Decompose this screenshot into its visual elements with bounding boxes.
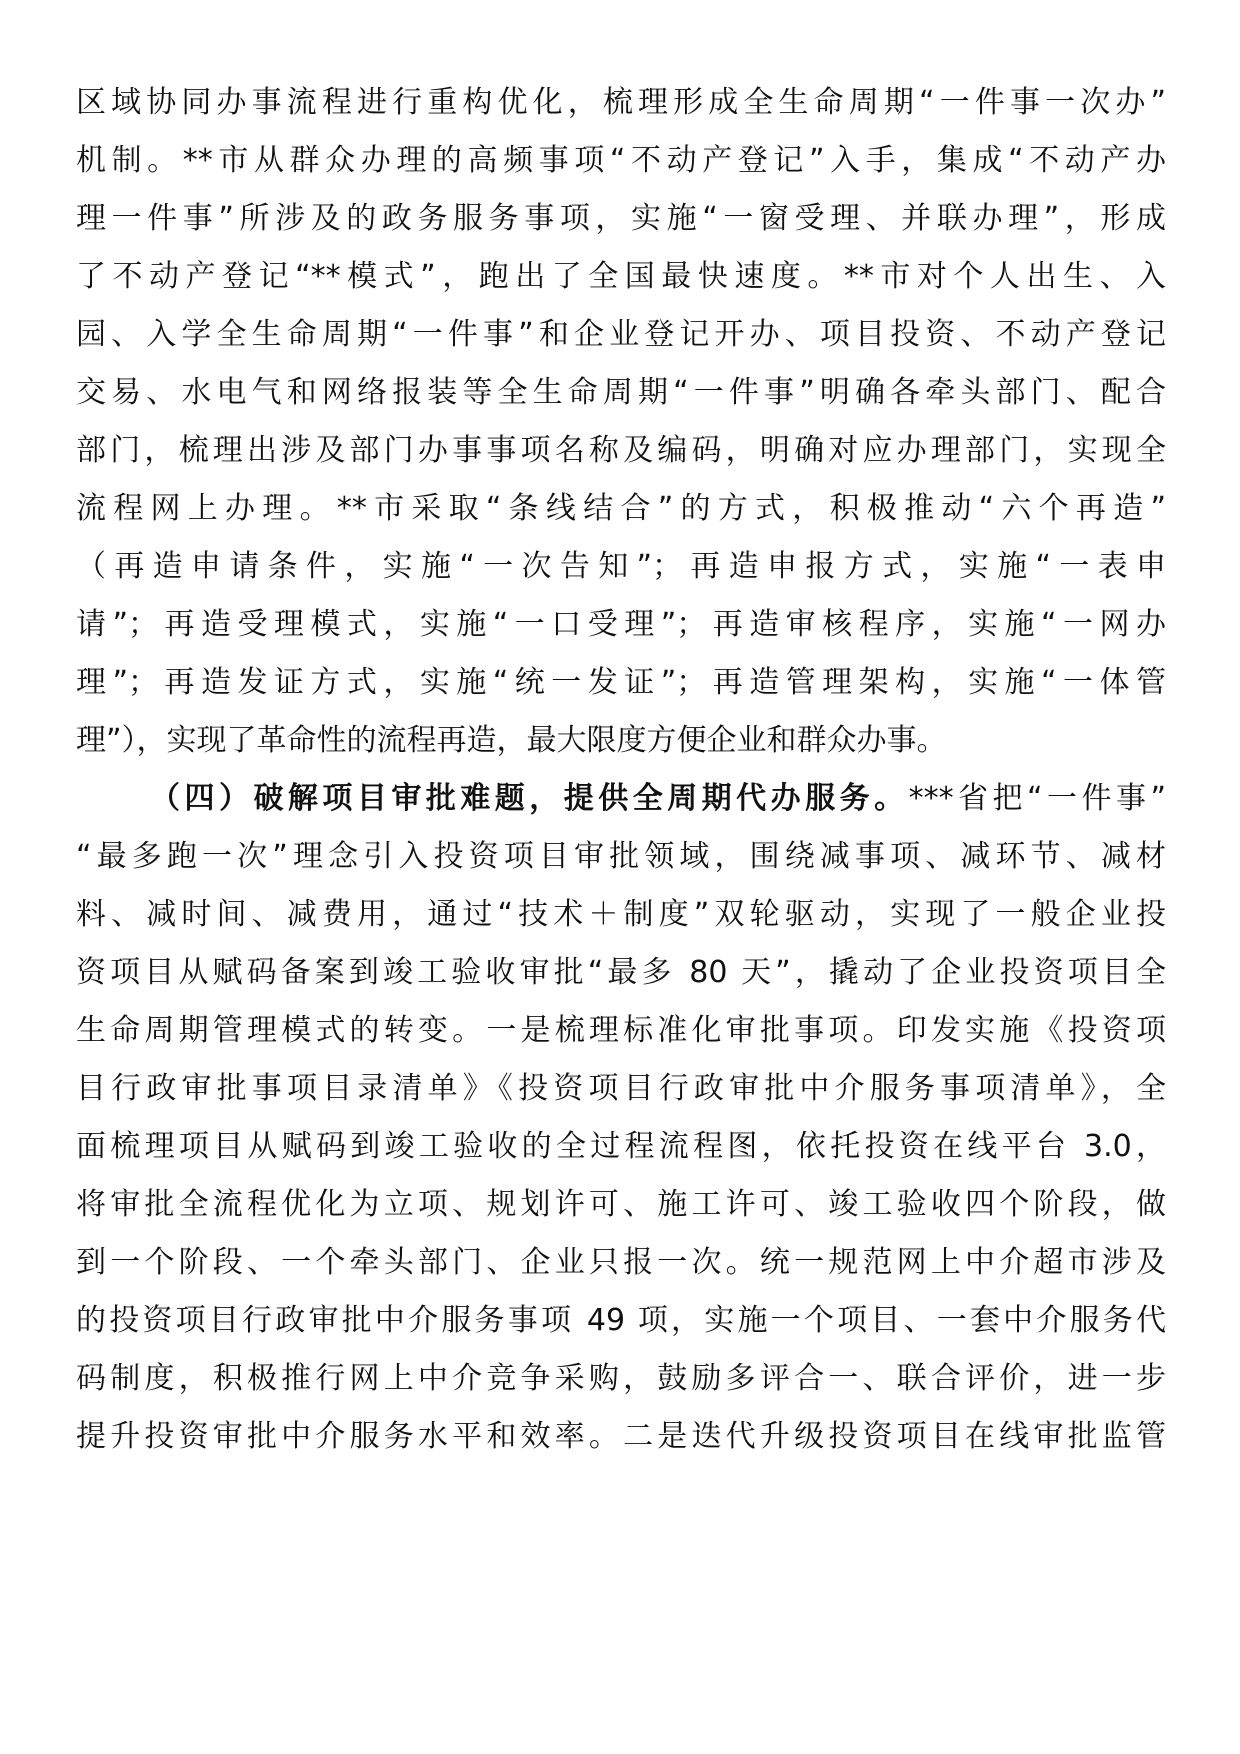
section-heading: （四）破解项目审批难题，提供全周期代办服务。 (150, 781, 909, 816)
paragraph-line: 理”），实现了革命性的流程再造，最大限度方便企业和群众办事。 (76, 723, 947, 758)
paragraph-line: 的投资项目行政审批中介服务事项 49 项，实施一个项目、一套中介服务代 (76, 1303, 1166, 1338)
paragraph-line: 部门，梳理出涉及部门办事事项名称及编码，明确对应办理部门，实现全 (76, 433, 1166, 468)
paragraph-line: 机制。**市从群众办理的高频事项“不动产登记”入手，集成“不动产办 (76, 143, 1166, 178)
paragraph-line: 区域协同办事流程进行重构优化，梳理形成全生命周期“一件事一次办” (76, 85, 1166, 120)
section-heading-rest: ***省把“一件事” (908, 781, 1167, 816)
paragraph-line: “最多跑一次”理念引入投资项目审批领域，围绕减事项、减环节、减材 (76, 839, 1166, 874)
paragraph-line: 请”；再造受理模式，实施“一口受理”；再造审核程序，实施“一网办 (76, 607, 1166, 642)
paragraph-line: 理”；再造发证方式，实施“统一发证”；再造管理架构，实施“一体管 (76, 665, 1166, 700)
paragraph-line: 到一个阶段、一个牵头部门、企业只报一次。统一规范网上中介超市涉及 (76, 1245, 1166, 1280)
paragraph-line: 提升投资审批中介服务水平和效率。二是迭代升级投资项目在线审批监管 (76, 1419, 1166, 1454)
paragraph-line: 码制度，积极推行网上中介竞争采购，鼓励多评合一、联合评价，进一步 (76, 1361, 1166, 1396)
paragraph-line: 理一件事”所涉及的政务服务事项，实施“一窗受理、并联办理”，形成 (76, 201, 1166, 236)
paragraph-line: 园、入学全生命周期“一件事”和企业登记开办、项目投资、不动产登记 (76, 317, 1166, 352)
section-heading-line (150, 775, 1166, 823)
paragraph-line: 流程网上办理。**市采取“条线结合”的方式，积极推动“六个再造” (76, 491, 1166, 526)
paragraph-line: 面梳理项目从赋码到竣工验收的全过程流程图，依托投资在线平台 3.0， (76, 1129, 1166, 1164)
paragraph-line: 资项目从赋码备案到竣工验收审批“最多 80 天”，撬动了企业投资项目全 (76, 955, 1166, 990)
paragraph-line: 料、减时间、减费用，通过“技术＋制度”双轮驱动，实现了一般企业投 (76, 897, 1166, 932)
paragraph-line: 了不动产登记“**模式”，跑出了全国最快速度。**市对个人出生、入 (76, 259, 1166, 294)
paragraph-line: （再造申请条件，实施“一次告知”；再造申报方式，实施“一表申 (76, 549, 1166, 584)
paragraph-line: 目行政审批事项目录清单》《投资项目行政审批中介服务事项清单》，全 (76, 1071, 1166, 1106)
paragraph-line: 将审批全流程优化为立项、规划许可、施工许可、竣工验收四个阶段，做 (76, 1187, 1166, 1222)
paragraph-line: 交易、水电气和网络报装等全生命周期“一件事”明确各牵头部门、配合 (76, 375, 1166, 410)
paragraph-line: 生命周期管理模式的转变。一是梳理标准化审批事项。印发实施《投资项 (76, 1013, 1166, 1048)
